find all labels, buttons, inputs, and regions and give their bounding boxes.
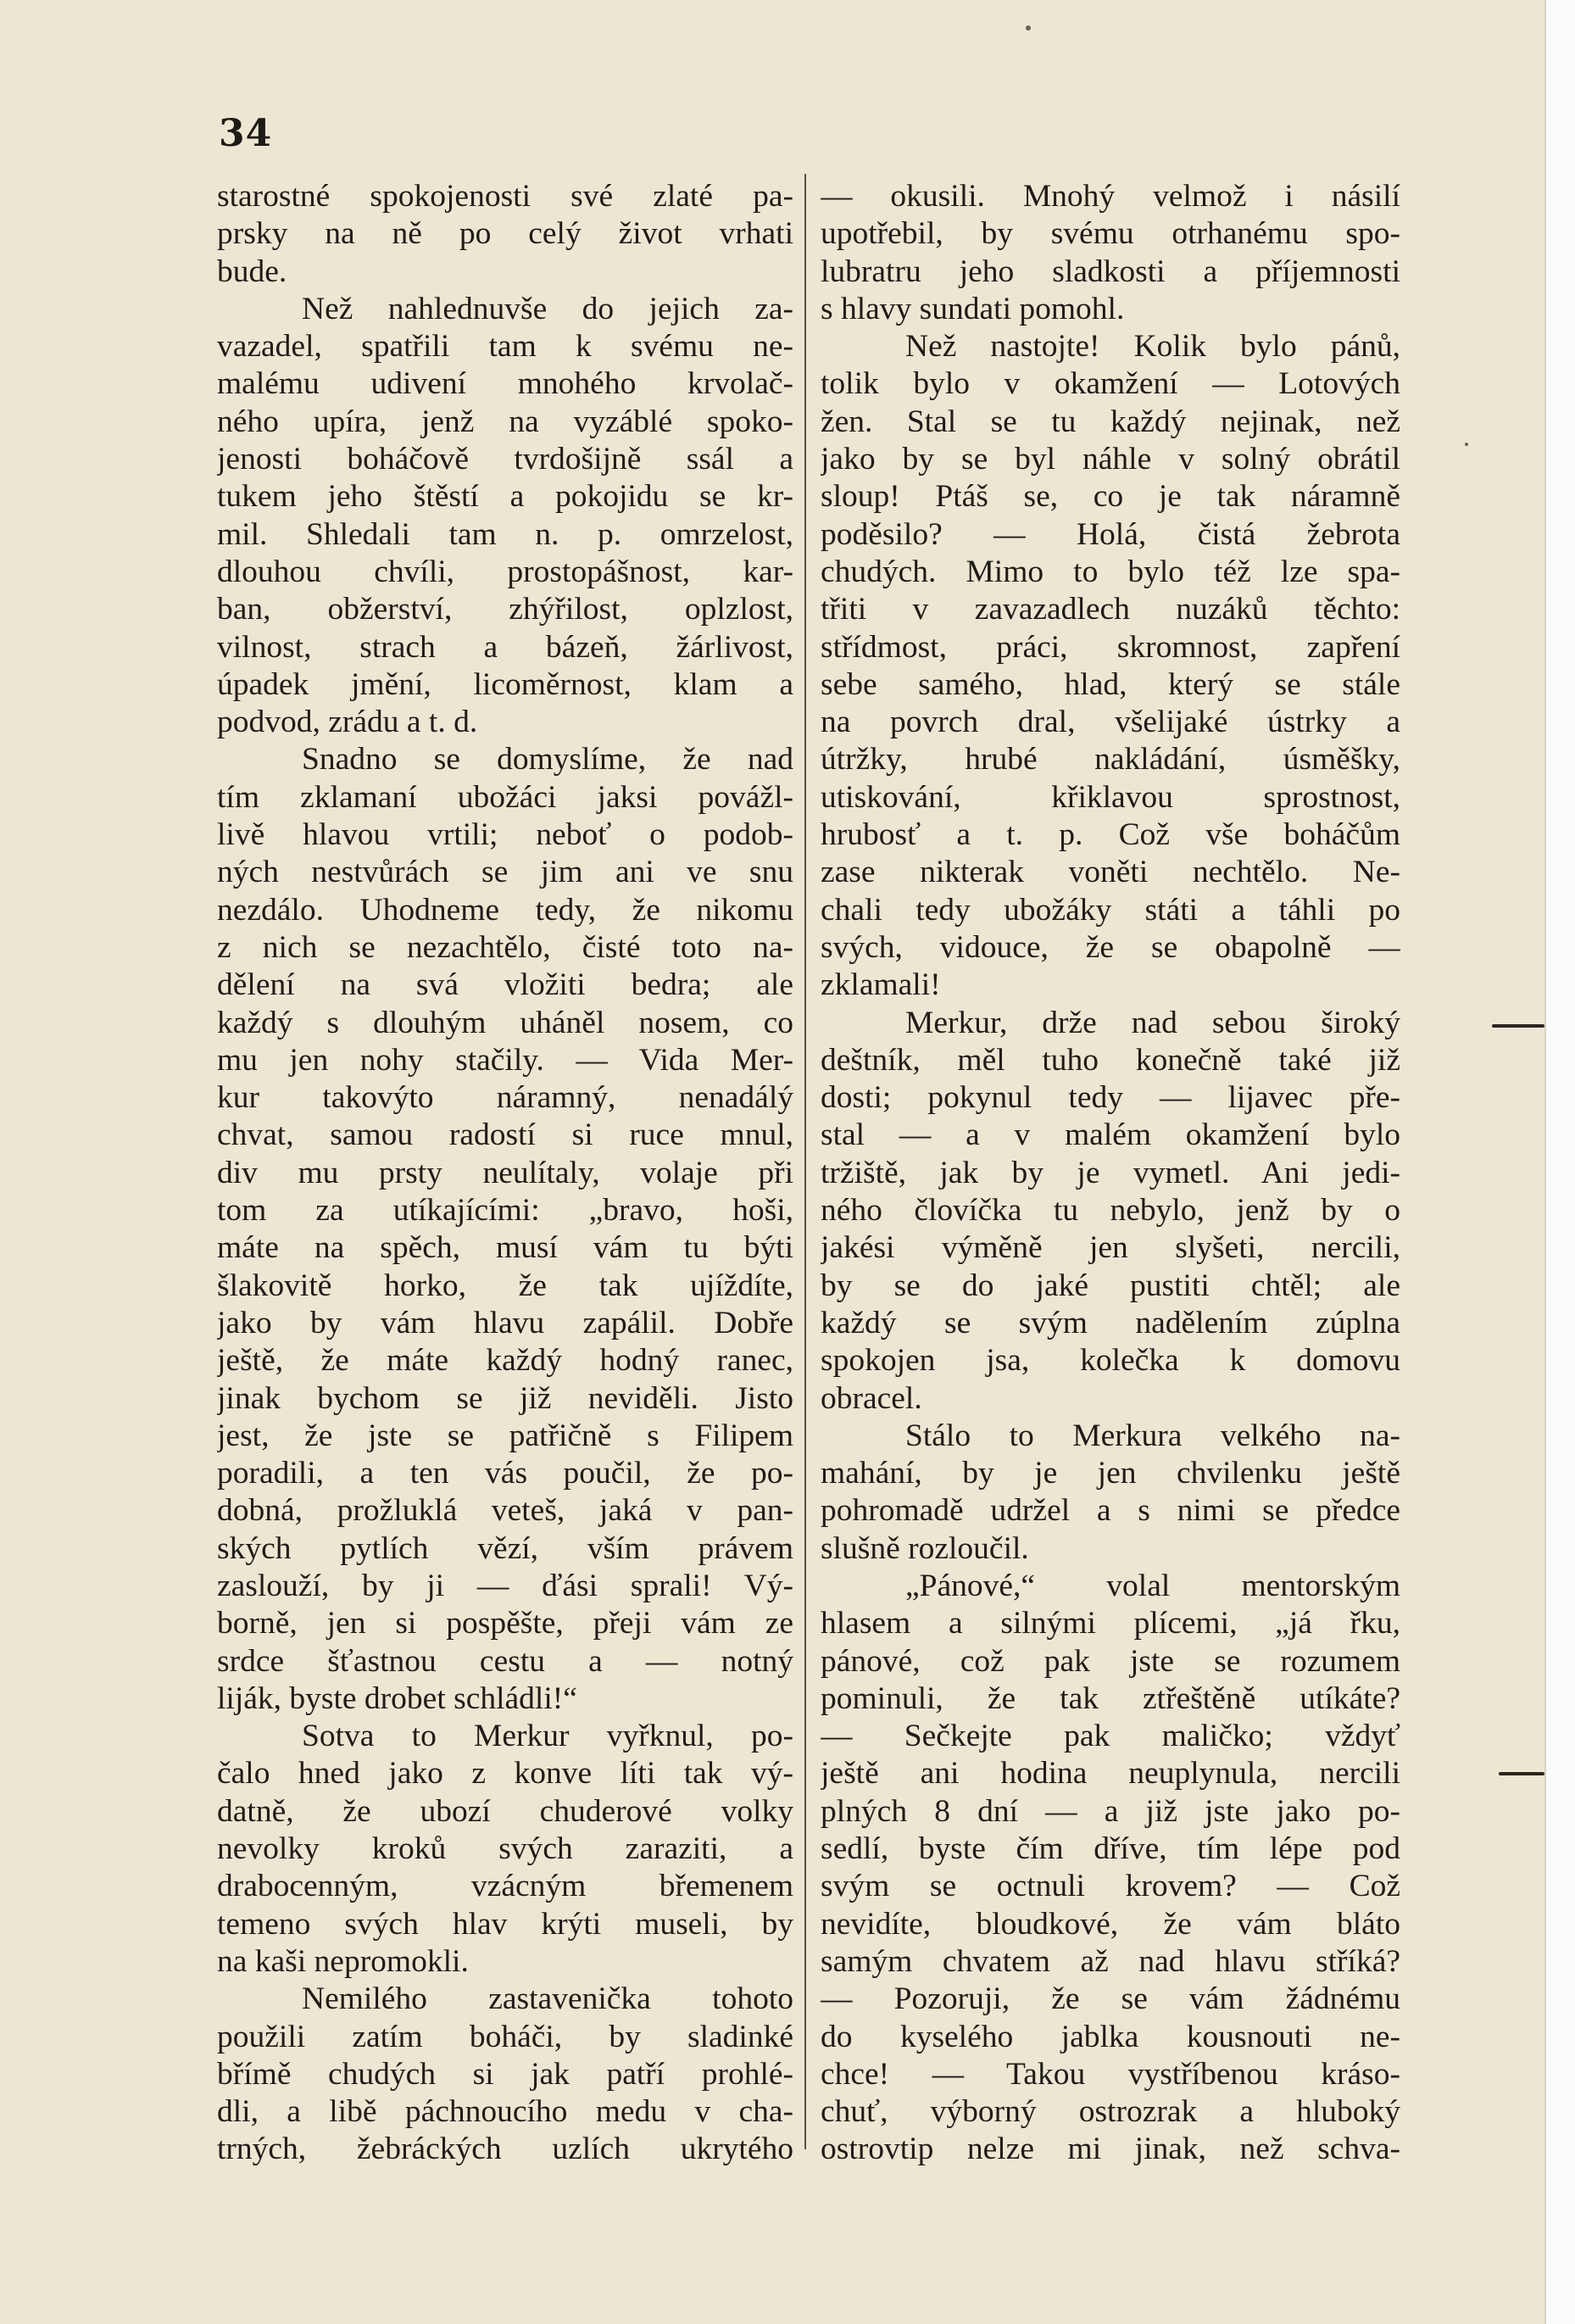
text-line: mu jen nohy stačily. — Vida Mer-	[217, 1042, 793, 1078]
text-line: jako by se byl náhle v solný obrátil	[821, 442, 1400, 477]
text-line: sloup! Ptáš se, co je tak náramně	[821, 479, 1400, 515]
text-line: div mu prsty neulítaly, volaje při	[217, 1155, 793, 1190]
text-line: jest, že jste se patřičně s Filipem	[217, 1418, 793, 1453]
text-line: čalo hned jako z konve líti tak vý-	[217, 1756, 793, 1792]
text-line: poděsilo? — Holá, čistá žebrota	[821, 516, 1400, 552]
text-line: zaslouží, by ji — ďási sprali! Vý-	[217, 1568, 793, 1603]
text-line: slušně rozloučil.	[821, 1530, 1029, 1566]
text-line: — Sečkejte pak maličko; vždyť	[821, 1719, 1400, 1754]
text-line: jinak bychom se již neviděli. Jisto	[217, 1380, 793, 1416]
text-line: dobná, prožluklá veteš, jaká v pan-	[217, 1493, 793, 1529]
text-line: mahání, by je jen chvilenku ještě	[821, 1456, 1400, 1491]
text-line: nevidíte, bloudkové, že vám bláto	[821, 1906, 1400, 1942]
text-line: datně, že ubozí chuderové volky	[217, 1793, 793, 1829]
page-number: 34	[219, 112, 273, 155]
text-line: máte na spěch, musí vám tu býti	[217, 1230, 793, 1266]
column-divider	[804, 174, 806, 2149]
text-line: ného človíčka tu nebylo, jenž by o	[821, 1193, 1400, 1229]
text-line: na povrch dral, všelijaké ústrky a	[821, 705, 1400, 740]
text-line: utiskování, křiklavou sprostnost,	[821, 779, 1400, 815]
text-line: svým se octnuli krovem? — Což	[821, 1869, 1400, 1904]
ink-speck	[1026, 25, 1031, 31]
text-line: stal — a v malém okamžení bylo	[821, 1117, 1400, 1153]
text-line: dělení na svá vložiti bedra; ale	[217, 967, 793, 1003]
text-line: tím zklamaní ubožáci jaksi povážl-	[217, 779, 793, 815]
text-line: Sotva to Merkur vyřknul, po-	[302, 1719, 793, 1754]
text-line: z nich se nezachtělo, čisté toto na-	[217, 929, 793, 965]
text-line: šlakovitě horko, že tak ujíždíte,	[217, 1268, 793, 1303]
text-line: ných nestvůrách se jim ani ve snu	[217, 855, 793, 890]
text-line: ban, obžerství, zhýřilost, oplzlost,	[217, 592, 793, 627]
text-line: drabocenným, vzácným břemenem	[217, 1869, 793, 1904]
text-line: každý se svým nadělením zúplna	[821, 1305, 1400, 1340]
text-line: podvod, zrádu a t. d.	[217, 705, 478, 740]
text-line: břímě chudých si jak patří prohlé-	[217, 2056, 793, 2092]
text-line: úpadek jmění, licoměrnost, klam a	[217, 666, 793, 702]
text-line: tukem jeho štěstí a pokojidu se kr-	[217, 479, 793, 515]
text-line: tržiště, jak by je vymetl. Ani jedi-	[821, 1155, 1400, 1190]
text-line: kur takovýto náramný, nenadálý	[217, 1080, 793, 1116]
text-line: třiti v zavazadlech nuzáků těchto:	[821, 592, 1400, 627]
text-line: každý s dlouhým uháněl nosem, co	[217, 1005, 793, 1040]
ink-speck	[1465, 443, 1468, 446]
text-line: by se do jaké pustiti chtěl; ale	[821, 1268, 1400, 1303]
text-line: nevolky kroků svých zaraziti, a	[217, 1831, 793, 1867]
text-line: dlouhou chvíli, prostopášnost, kar-	[217, 554, 793, 589]
text-line: Než nahlednuvše do jejich za-	[302, 291, 793, 326]
right-text-column	[821, 178, 1400, 2169]
text-line: ostrovtip nelze mi jinak, než schva-	[821, 2132, 1400, 2167]
text-line: pohromadě udržel a s nimi se předce	[821, 1493, 1400, 1529]
text-line: střídmost, práci, skromnost, zapření	[821, 629, 1400, 665]
text-line: Než nastojte! Kolik bylo pánů,	[905, 329, 1400, 365]
text-line: malému udivení mnohého krvolač-	[217, 366, 793, 402]
text-line: trných, žebráckých uzlích ukrytého	[217, 2132, 793, 2167]
text-line: chce! — Takou vystříbenou kráso-	[821, 2056, 1400, 2092]
text-line: dli, a libě páchnoucího medu v cha-	[217, 2094, 793, 2130]
text-line: vilnost, strach a bázeň, žárlivost,	[217, 629, 793, 665]
text-line: srdce šťastnou cestu a — notný	[217, 1643, 793, 1679]
text-line: temeno svých hlav krýti museli, by	[217, 1906, 793, 1942]
text-line: použili zatím boháči, by sladinké	[217, 2019, 793, 2054]
text-line: Nemilého zastavenička tohoto	[302, 1981, 793, 2017]
margin-mark	[1499, 1772, 1544, 1775]
text-line: do kyselého jablka kousnouti ne-	[821, 2019, 1400, 2054]
text-line: starostné spokojenosti své zlaté pa-	[217, 179, 793, 214]
text-line: „Pánové,“ volal mentorským	[905, 1568, 1400, 1603]
text-line: jako by vám hlavu zapálil. Dobře	[217, 1305, 793, 1340]
text-line: jakési výměně jen slyšeti, nercili,	[821, 1230, 1400, 1266]
text-line: spokojen jsa, kolečka k domovu	[821, 1343, 1400, 1379]
text-line: jenosti boháčově tvrdošijně ssál a	[217, 442, 793, 477]
text-line: liják, byste drobet schládli!“	[217, 1680, 577, 1716]
text-line: chuť, výborný ostrozrak a hluboký	[821, 2094, 1400, 2130]
text-line: zklamali!	[821, 967, 941, 1003]
text-line: livě hlavou vrtili; neboť o podob-	[217, 817, 793, 853]
text-line: dosti; pokynul tedy — lijavec pře-	[821, 1080, 1400, 1116]
text-line: sedlí, byste čím dříve, tím lépe pod	[821, 1831, 1400, 1867]
text-line: chvat, samou radostí si ruce mnul,	[217, 1117, 793, 1153]
text-line: nezdálo. Uhodneme tedy, že nikomu	[217, 892, 793, 928]
scan-edge	[1544, 0, 1575, 2324]
text-line: chudých. Mimo to bylo též lze spa-	[821, 554, 1400, 589]
text-line: tom za utíkajícími: „bravo, hoši,	[217, 1193, 793, 1229]
margin-mark	[1492, 1024, 1544, 1028]
text-line: — Pozoruji, že se vám žádnému	[821, 1981, 1400, 2017]
text-line: ného upíra, jenž na vyzáblé spoko-	[217, 404, 793, 439]
text-line: Snadno se domyslíme, že nad	[302, 742, 793, 777]
text-line: deštník, měl tuho konečně také již	[821, 1042, 1400, 1078]
text-line: svých, vidouce, že se obapolně —	[821, 929, 1400, 965]
text-line: útržky, hrubé nakládání, úsměšky,	[821, 742, 1400, 777]
text-line: lubratru jeho sladkosti a příjemnosti	[821, 254, 1400, 289]
text-line: ještě ani hodina neuplynula, nercili	[821, 1756, 1400, 1792]
text-line: — okusili. Mnohý velmož i násilí	[821, 179, 1400, 214]
text-line: Merkur, drže nad sebou široký	[905, 1005, 1400, 1040]
text-line: žen. Stal se tu každý nejinak, než	[821, 404, 1400, 439]
text-line: mil. Shledali tam n. p. omrzelost,	[217, 516, 793, 552]
text-line: poradili, a ten vás poučil, že po-	[217, 1456, 793, 1491]
text-line: vazadel, spatřili tam k svému ne-	[217, 329, 793, 365]
text-line: pominuli, že tak ztřeštěně utíkáte?	[821, 1680, 1400, 1716]
text-line: Stálo to Merkura velkého na-	[905, 1418, 1400, 1453]
text-line: sebe samého, hlad, který se stále	[821, 666, 1400, 702]
text-line: pánové, což pak jste se rozumem	[821, 1643, 1400, 1679]
text-line: obracel.	[821, 1380, 922, 1416]
text-line: hlasem a silnými plícemi, „já řku,	[821, 1606, 1400, 1641]
text-line: plných 8 dní — a již jste jako po-	[821, 1793, 1400, 1829]
text-line: samým chvatem až nad hlavu stříká?	[821, 1943, 1400, 1979]
text-line: borně, jen si pospěšte, přeji vám ze	[217, 1606, 793, 1641]
text-line: tolik bylo v okamžení — Lotových	[821, 366, 1400, 402]
text-line: ještě, že máte každý hodný ranec,	[217, 1343, 793, 1379]
text-line: ských pytlích vězí, vším právem	[217, 1530, 793, 1566]
text-line: upotřebil, by svému otrhanému spo-	[821, 216, 1400, 252]
text-line: s hlavy sundati pomohl.	[821, 291, 1125, 326]
text-line: chali tedy ubožáky státi a táhli po	[821, 892, 1400, 928]
text-line: bude.	[217, 254, 287, 289]
text-line: hrubosť a t. p. Což vše boháčům	[821, 817, 1400, 853]
text-line: prsky na ně po celý život vrhati	[217, 216, 793, 252]
text-line: na kaši nepromokli.	[217, 1943, 469, 1979]
left-text-column	[217, 178, 793, 2169]
text-line: zase nikterak voněti nechtělo. Ne-	[821, 855, 1400, 890]
